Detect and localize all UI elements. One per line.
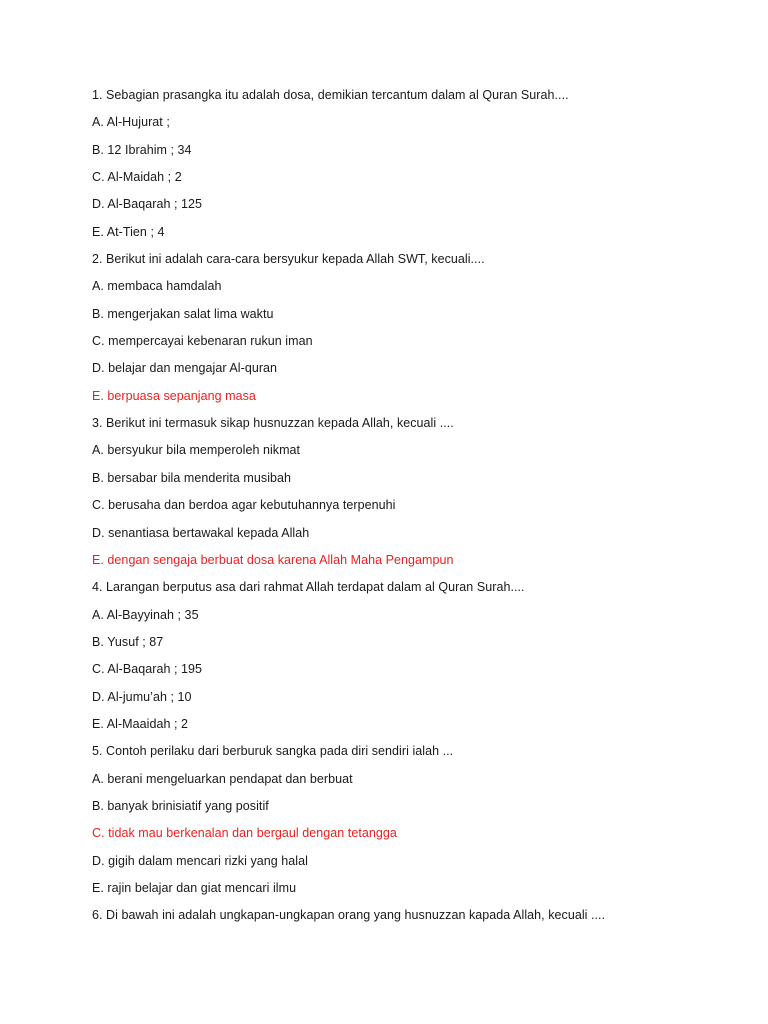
answer-option-highlighted: E. berpuasa sepanjang masa bbox=[92, 388, 256, 403]
answer-option: A. berani mengeluarkan pendapat dan berbuat bbox=[92, 771, 353, 786]
answer-option: B. Yusuf ; 87 bbox=[92, 634, 164, 649]
question-text: 3. Berikut ini termasuk sikap husnuzzan kepada Allah, kecuali .... bbox=[92, 416, 454, 431]
answer-option-highlighted: C. tidak mau berkenalan dan bergaul dengan tetangga bbox=[92, 826, 397, 841]
answer-option: B. 12 Ibrahim ; 34 bbox=[92, 142, 192, 157]
document-page bbox=[92, 86, 752, 934]
answer-option: A. membaca hamdalah bbox=[92, 279, 222, 294]
answer-option: B. banyak brinisiatif yang positif bbox=[92, 798, 269, 813]
answer-option: D. gigih dalam mencari rizki yang halal bbox=[92, 853, 308, 868]
question-text: 4. Larangan berputus asa dari rahmat Allah terdapat dalam al Quran Surah.... bbox=[92, 580, 525, 595]
answer-option: E. rajin belajar dan giat mencari ilmu bbox=[92, 880, 297, 895]
answer-option: D. belajar dan mengajar Al-quran bbox=[92, 361, 278, 376]
answer-option: A. Al-Hujurat ; bbox=[92, 115, 170, 130]
answer-option: E. Al-Maaidah ; 2 bbox=[92, 716, 189, 731]
answer-option: D. Al-jumu’ah ; 10 bbox=[92, 689, 192, 704]
answer-option: A. Al-Bayyinah ; 35 bbox=[92, 607, 199, 622]
answer-option: C. berusaha dan berdoa agar kebutuhannya terpenuhi bbox=[92, 498, 396, 513]
answer-option: A. bersyukur bila memperoleh nikmat bbox=[92, 443, 301, 458]
answer-option-highlighted: E. dengan sengaja berbuat dosa karena Allah Maha Pengampun bbox=[92, 552, 454, 567]
answer-option: C. Al-Baqarah ; 195 bbox=[92, 662, 203, 677]
question-text: 6. Di bawah ini adalah ungkapan-ungkapan orang yang husnuzzan kapada Allah, kecuali .... bbox=[92, 908, 606, 923]
question-text: 2. Berikut ini adalah cara-cara bersyukur kepada Allah SWT, kecuali.... bbox=[92, 252, 485, 267]
answer-option: B. mengerjakan salat lima waktu bbox=[92, 306, 274, 321]
answer-option: B. bersabar bila menderita musibah bbox=[92, 470, 292, 485]
answer-option: D. senantiasa bertawakal kepada Allah bbox=[92, 525, 310, 540]
answer-option: C. mempercayai kebenaran rukun iman bbox=[92, 334, 313, 349]
answer-option: D. Al-Baqarah ; 125 bbox=[92, 197, 203, 212]
question-text: 5. Contoh perilaku dari berburuk sangka pada diri sendiri ialah ... bbox=[92, 744, 454, 759]
answer-option: E. At-Tien ; 4 bbox=[92, 224, 165, 239]
answer-option: C. Al-Maidah ; 2 bbox=[92, 170, 182, 185]
question-text: 1. Sebagian prasangka itu adalah dosa, demikian tercantum dalam al Quran Surah.... bbox=[92, 88, 569, 102]
